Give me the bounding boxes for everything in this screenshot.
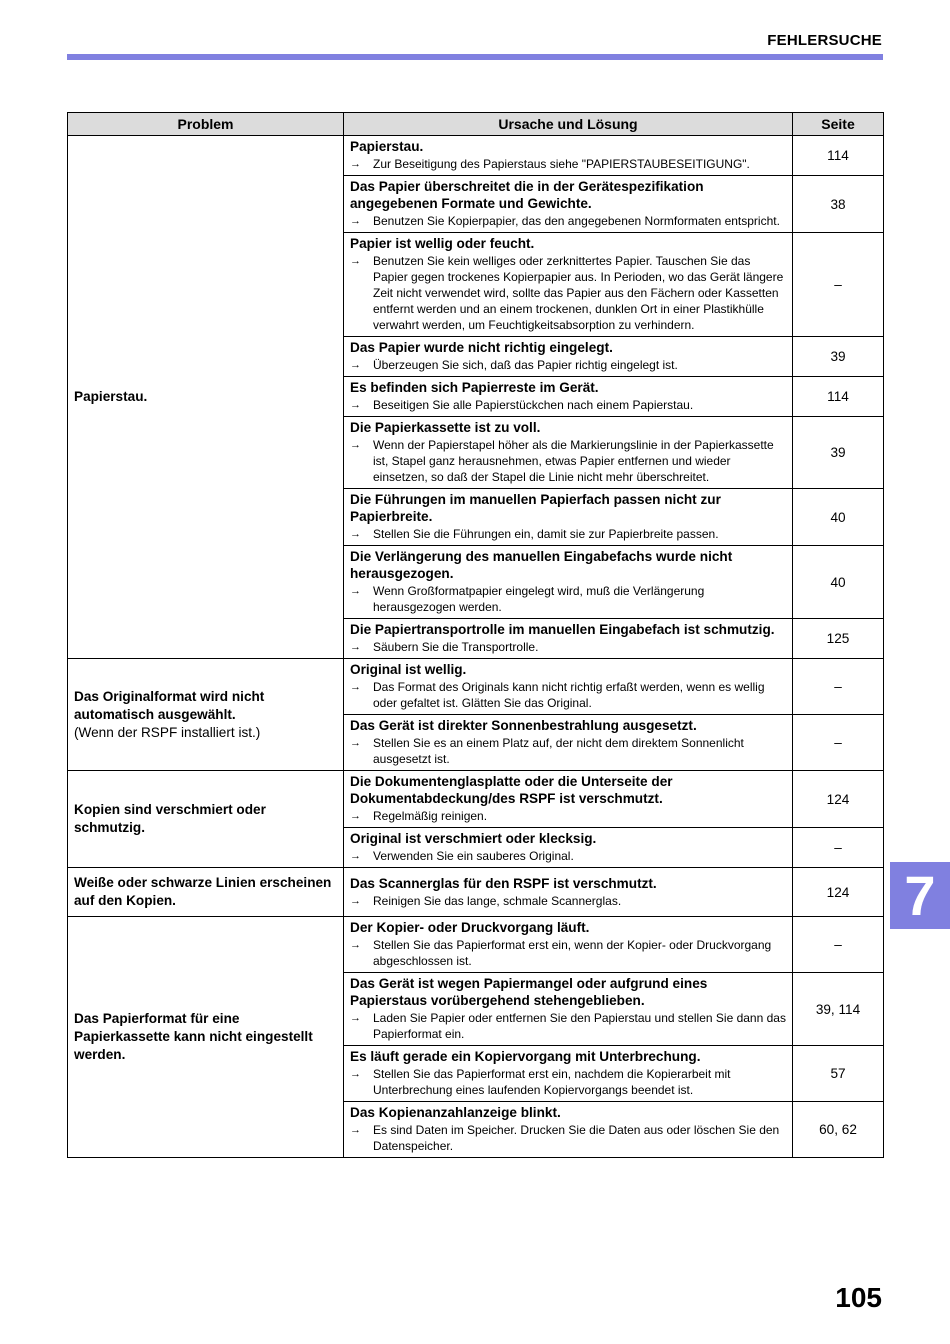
cause-title: Das Gerät ist direkter Sonnenbestrahlung ausgesetzt. xyxy=(350,718,697,733)
cause-cell xyxy=(344,771,793,828)
cause-cell xyxy=(344,377,793,417)
arrow-right-icon: → xyxy=(350,1124,361,1136)
page-reference: 125 xyxy=(793,619,884,659)
page-number: 105 xyxy=(835,1282,882,1313)
problem-cell xyxy=(68,917,344,1158)
solution xyxy=(350,583,786,615)
solution xyxy=(350,735,786,767)
page-reference: – xyxy=(793,828,884,868)
solution-text: Stellen Sie das Papierformat erst ein, wenn der Kopier- oder Druckvorgang abgeschlossen ist. xyxy=(373,938,772,968)
column-header-page: Seite xyxy=(793,113,884,136)
solution-text: Beseitigen Sie alle Papierstückchen nach einem Papierstau. xyxy=(373,398,694,412)
header-rule xyxy=(67,54,883,60)
solution-text: Benutzen Sie kein welliges oder zerknittertes Papier. Tauschen Sie das Papier gegen trockenes Kopierpapier aus. In Perioden, wo das Gerät längere Zeit nicht verwendet wird, sollte das Papier aus den Fächern oder Kassetten entfernt werden und an einem trockenen, dunklen Ort in einer Plastikhülle verwahrt werden, um Feuchtigkeitsabsorption zu verhindern. xyxy=(373,254,784,332)
cause-title: Das Kopienanzahlanzeige blinkt. xyxy=(350,1105,561,1120)
problem-text: Das Papierformat für eine Papierkassette kann nicht eingestellt werden. xyxy=(74,1011,313,1062)
solution xyxy=(350,526,786,542)
page-reference: 60, 62 xyxy=(793,1102,884,1158)
arrow-right-icon: → xyxy=(350,439,361,451)
solution-text: Benutzen Sie Kopierpapier, das den angegebenen Normformaten entspricht. xyxy=(373,214,780,228)
cause-cell xyxy=(344,715,793,771)
arrow-right-icon: → xyxy=(350,1012,361,1024)
cause-cell xyxy=(344,176,793,233)
solution-text: Zur Beseitigung des Papierstaus siehe "PAPIERSTAUBESEITIGUNG". xyxy=(373,157,750,171)
cause-title: Die Papiertransportrolle im manuellen Eingabefach ist schmutzig. xyxy=(350,622,775,637)
problem-cell xyxy=(68,771,344,868)
solution-text: Verwenden Sie ein sauberes Original. xyxy=(373,849,574,863)
solution xyxy=(350,357,786,373)
cause-title: Das Papier überschreitet die in der Gerätespezifikation angegebenen Formate und Gewichte. xyxy=(350,179,704,211)
page-reference: 124 xyxy=(793,868,884,917)
arrow-right-icon: → xyxy=(350,215,361,227)
table-row xyxy=(68,917,884,973)
cause-cell xyxy=(344,489,793,546)
arrow-right-icon: → xyxy=(350,1068,361,1080)
table-header-row xyxy=(68,113,884,136)
solution-text: Wenn der Papierstapel höher als die Markierungslinie in der Papierkassette ist, Stapel ganz herausnehmen, etwas Papier entfernen und wieder einsetzen, so daß der Stapel die Linie nicht mehr überschreitet. xyxy=(373,438,774,484)
cause-title: Das Papier wurde nicht richtig eingelegt. xyxy=(350,340,613,355)
page-reference: 57 xyxy=(793,1046,884,1102)
solution-text: Regelmäßig reinigen. xyxy=(373,809,488,823)
page-reference: 39 xyxy=(793,337,884,377)
cause-cell xyxy=(344,1046,793,1102)
arrow-right-icon: → xyxy=(350,359,361,371)
solution-text: Es sind Daten im Speicher. Drucken Sie die Daten aus oder löschen Sie den Datenspeicher. xyxy=(373,1123,780,1153)
cause-cell xyxy=(344,619,793,659)
solution xyxy=(350,156,786,172)
page-reference: – xyxy=(793,715,884,771)
cause-cell xyxy=(344,1102,793,1158)
column-header-cause: Ursache und Lösung xyxy=(344,113,793,136)
table-row xyxy=(68,868,884,917)
cause-cell xyxy=(344,546,793,619)
problem-text: Kopien sind verschmiert oder schmutzig. xyxy=(74,802,266,835)
solution-text: Säubern Sie die Transportrolle. xyxy=(373,640,539,654)
arrow-right-icon: → xyxy=(350,641,361,653)
solution xyxy=(350,253,786,333)
cause-cell xyxy=(344,233,793,337)
chapter-tab: 7 xyxy=(890,862,950,929)
solution xyxy=(350,639,786,655)
arrow-right-icon: → xyxy=(350,255,361,267)
solution-text: Stellen Sie die Führungen ein, damit sie zur Papierbreite passen. xyxy=(373,527,719,541)
cause-title: Die Papierkassette ist zu voll. xyxy=(350,420,541,435)
solution xyxy=(350,808,786,824)
arrow-right-icon: → xyxy=(350,681,361,693)
cause-cell xyxy=(344,417,793,489)
cause-title: Die Führungen im manuellen Papierfach passen nicht zur Papierbreite. xyxy=(350,492,721,524)
cause-cell xyxy=(344,828,793,868)
arrow-right-icon: → xyxy=(350,158,361,170)
solution xyxy=(350,213,786,229)
page-reference: – xyxy=(793,917,884,973)
arrow-right-icon: → xyxy=(350,850,361,862)
solution xyxy=(350,848,786,864)
table-row xyxy=(68,659,884,715)
problem-text: Papierstau. xyxy=(74,389,148,404)
page-reference: – xyxy=(793,233,884,337)
page-reference: 124 xyxy=(793,771,884,828)
table-row xyxy=(68,136,884,176)
section-title: FEHLERSUCHE xyxy=(767,32,882,49)
problem-text: Das Originalformat wird nicht automatisch ausgewählt. xyxy=(74,688,265,722)
arrow-right-icon: → xyxy=(350,939,361,951)
solution xyxy=(350,1010,786,1042)
arrow-right-icon: → xyxy=(350,810,361,822)
solution xyxy=(350,437,786,485)
solution-text: Laden Sie Papier oder entfernen Sie den Papierstau und stellen Sie dann das Papierformat ein. xyxy=(373,1011,786,1041)
table-body xyxy=(68,136,884,1158)
cause-title: Es befinden sich Papierreste im Gerät. xyxy=(350,380,599,395)
cause-title: Die Dokumentenglasplatte oder die Unterseite der Dokumentabdeckung/des RSPF ist verschmutzt. xyxy=(350,774,673,806)
cause-cell xyxy=(344,337,793,377)
cause-cell xyxy=(344,136,793,176)
column-header-problem: Problem xyxy=(68,113,344,136)
cause-title: Papierstau. xyxy=(350,139,424,154)
arrow-right-icon: → xyxy=(350,894,361,907)
solution xyxy=(350,937,786,969)
cause-title: Original ist wellig. xyxy=(350,662,467,677)
problem-text: Weiße oder schwarze Linien erscheinen auf den Kopien. xyxy=(74,875,332,908)
solution-text: Überzeugen Sie sich, daß das Papier richtig eingelegt ist. xyxy=(373,358,678,372)
solution xyxy=(350,893,786,909)
solution-text: Das Format des Originals kann nicht richtig erfaßt werden, wenn es wellig oder gefaltet ist. Glätten Sie das Original. xyxy=(373,680,765,710)
cause-title: Original ist verschmiert oder klecksig. xyxy=(350,831,597,846)
cause-title: Das Gerät ist wegen Papiermangel oder aufgrund eines Papierstaus vorübergehend stehengeblieben. xyxy=(350,976,708,1008)
cause-cell xyxy=(344,659,793,715)
cause-title: Das Scannerglas für den RSPF ist verschmutzt. xyxy=(350,875,657,891)
cause-title: Es läuft gerade ein Kopiervorgang mit Unterbrechung. xyxy=(350,1049,701,1064)
page-reference: – xyxy=(793,659,884,715)
table-row xyxy=(68,771,884,828)
solution-text: Stellen Sie das Papierformat erst ein, nachdem die Kopierarbeit mit Unterbrechung eines laufenden Kopiervorgangs beendet ist. xyxy=(373,1067,731,1097)
page-reference: 39 xyxy=(793,417,884,489)
arrow-right-icon: → xyxy=(350,737,361,749)
arrow-right-icon: → xyxy=(350,585,361,597)
cause-title: Papier ist wellig oder feucht. xyxy=(350,236,535,251)
solution xyxy=(350,679,786,711)
solution xyxy=(350,397,786,413)
cause-cell xyxy=(344,973,793,1046)
problem-note: (Wenn der RSPF installiert ist.) xyxy=(74,724,261,740)
page-reference: 39, 114 xyxy=(793,973,884,1046)
page-reference: 114 xyxy=(793,136,884,176)
troubleshooting-table xyxy=(67,112,884,1158)
solution xyxy=(350,1066,786,1098)
solution xyxy=(350,1122,786,1154)
cause-title: Der Kopier- oder Druckvorgang läuft. xyxy=(350,920,590,935)
problem-cell xyxy=(68,136,344,659)
page-reference: 114 xyxy=(793,377,884,417)
cause-cell xyxy=(344,868,793,917)
solution-text: Wenn Großformatpapier eingelegt wird, muß die Verlängerung herausgezogen werden. xyxy=(373,584,705,614)
page-reference: 40 xyxy=(793,546,884,619)
problem-cell xyxy=(68,868,344,917)
arrow-right-icon: → xyxy=(350,528,361,540)
solution-text: Reinigen Sie das lange, schmale Scannerglas. xyxy=(373,893,622,908)
problem-cell xyxy=(68,659,344,771)
solution-text: Stellen Sie es an einem Platz auf, der nicht dem direktem Sonnenlicht ausgesetzt ist. xyxy=(373,736,744,766)
arrow-right-icon: → xyxy=(350,399,361,411)
page-reference: 38 xyxy=(793,176,884,233)
cause-cell xyxy=(344,917,793,973)
page-reference: 40 xyxy=(793,489,884,546)
cause-title: Die Verlängerung des manuellen Eingabefachs wurde nicht herausgezogen. xyxy=(350,549,733,581)
